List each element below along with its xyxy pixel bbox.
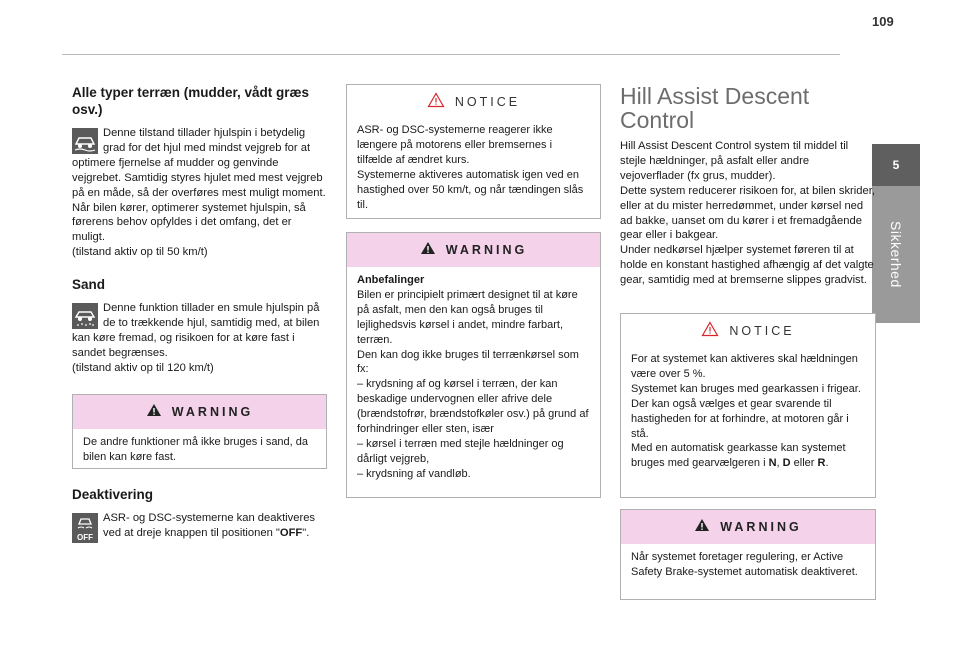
warning-triangle-icon bbox=[694, 518, 710, 536]
hadc-line: Under nedkørsel hjælper systemet føreren til at holde en konstant hastighed afhængig af det valgte gear, samtidig med at bremserne slippes gradvist. bbox=[620, 244, 874, 287]
warning-line: Bilen er principielt primært designet til at køre på asfalt, men den kan også bruges til lejlighedsvis kørsel i andet, mindre farbart, terræn. bbox=[357, 288, 578, 346]
notice-line: For at systemet kan aktiveres skal hældningen være over 5 %. bbox=[631, 353, 858, 380]
warning-line: – krydsning af vandløb. bbox=[357, 467, 471, 480]
warning-body bbox=[73, 429, 326, 473]
warning-label: WARNING bbox=[720, 519, 802, 534]
deactivation-section bbox=[72, 486, 326, 543]
deactivation-heading: Deaktivering bbox=[72, 487, 154, 502]
notice-body bbox=[621, 348, 875, 479]
notice-line: Systemerne aktiveres automatisk igen ved en hastighed over 50 km/t, og når tændingen slås til. bbox=[357, 168, 584, 211]
warning-text: De andre funktioner må ikke bruges i sand, da bilen kan køre fast. bbox=[83, 436, 309, 463]
warning-header bbox=[347, 233, 600, 267]
page-number: 109 bbox=[872, 14, 894, 29]
off-button-icon bbox=[72, 513, 98, 543]
sand-section bbox=[72, 301, 326, 376]
chapter-tab[interactable] bbox=[872, 144, 920, 323]
all-terrain-heading: Alle typer terræn (mudder, vådt græs osv.) bbox=[72, 85, 310, 117]
warning-triangle-icon bbox=[420, 241, 436, 259]
chapter-label: Sikkerhed bbox=[888, 221, 904, 288]
sand-mode-icon bbox=[72, 303, 98, 329]
sand-heading: Sand bbox=[72, 277, 106, 293]
all-terrain-mode-icon bbox=[72, 128, 98, 154]
warning-line: – kørsel i terræn med stejle hældninger og dårligt vejgreb, bbox=[357, 437, 564, 465]
notice-header bbox=[621, 314, 875, 348]
notice-triangle-icon bbox=[701, 321, 719, 341]
warning-box-hadc bbox=[620, 509, 876, 600]
recommendations-title: Anbefalinger bbox=[357, 274, 425, 286]
notice-body bbox=[347, 119, 600, 220]
all-terrain-speed: (tilstand aktiv op til 50 km/t) bbox=[72, 246, 208, 259]
svg-text:OFF: OFF bbox=[77, 533, 93, 542]
column-left bbox=[72, 84, 326, 376]
notice-label: NOTICE bbox=[729, 323, 795, 338]
warning-line: – krydsning af og kørsel i terræn, der kan beskadige undervognen eller afrive dele (brændstofrør, brændstofkøler osv.) på grund af forhindringer eller sten, især bbox=[357, 378, 589, 436]
notice-box-hadc bbox=[620, 313, 876, 498]
all-terrain-text: Denne tilstand tillader hjulspin i betydelig grad for det hjul med mindst vejgreb for at optimere fjernelse af mudder og genvinde vejgrebet. Samtidig styres hjulet med mest vejgreb på en måde, så der overføres mest muligt moment. bbox=[72, 127, 326, 199]
warning-line: Den kan dog ikke bruges til terrænkørsel som fx: bbox=[357, 348, 579, 376]
header-rule bbox=[62, 54, 840, 55]
deactivation-text: ASR- og DSC-systemerne kan deaktiveres ved at dreje knappen til positionen "OFF". bbox=[103, 512, 316, 539]
notice-label: NOTICE bbox=[454, 94, 521, 109]
all-terrain-section bbox=[72, 126, 326, 260]
warning-box-sand bbox=[72, 394, 327, 469]
warning-label: WARNING bbox=[171, 404, 254, 419]
notice-line: Systemet kan bruges med gearkassen i frigear. bbox=[631, 382, 861, 395]
deactivation-body bbox=[72, 511, 326, 541]
hadc-line: Hill Assist Descent Control system til middel til stejle hældninger, på asfalt eller andre vejoverflader (fx grus, mudder). bbox=[620, 140, 849, 182]
all-terrain-text-2: Når bilen kører, optimerer systemet hjulspin, så førerens behov opfyldes i det omfang, det er muligt. bbox=[72, 201, 306, 244]
warning-body bbox=[621, 544, 875, 588]
section-title: Hill Assist Descent Control bbox=[620, 83, 810, 133]
hadc-line: Dette system reducerer risikoen for, at bilen skrider, eller at du mister herredømmet, under kørsel ned ad bakke, uanset om du kører i et fremadgående gear eller i bakgear. bbox=[620, 184, 875, 242]
sand-speed: (tilstand aktiv op til 120 km/t) bbox=[72, 361, 214, 374]
warning-text: Når systemet foretager regulering, er Active Safety Brake-systemet automatisk deaktiveret. bbox=[631, 551, 858, 578]
notice-box-asr bbox=[346, 84, 601, 219]
warning-header bbox=[73, 395, 326, 429]
notice-triangle-icon bbox=[427, 92, 445, 112]
warning-box-offroad bbox=[346, 232, 601, 498]
hadc-description bbox=[620, 139, 875, 288]
sand-text: Denne funktion tillader en smule hjulspin på de to trækkende hjul, samtidig med, at bilen kan køre fremad, og risikoen for at køre fast i sandet begrænses. bbox=[72, 302, 320, 359]
notice-line: ASR- og DSC-systemerne reagerer ikke længere på motorens eller bremsernes i tilfælde af ændret kurs. bbox=[357, 124, 553, 166]
warning-body bbox=[347, 267, 600, 490]
notice-header bbox=[347, 85, 600, 119]
chapter-label-wrap bbox=[872, 186, 920, 323]
notice-line-gear: Med en automatisk gearkasse kan systemet bruges med gearvælgeren i N, D eller R. bbox=[631, 442, 846, 470]
warning-triangle-icon bbox=[146, 403, 162, 421]
notice-line: Der kan også vælges et gear svarende til hastigheden for at forhindre, at motoren går i stå. bbox=[631, 397, 849, 440]
warning-header bbox=[621, 510, 875, 544]
warning-label: WARNING bbox=[445, 242, 528, 257]
chapter-number: 5 bbox=[872, 144, 920, 186]
